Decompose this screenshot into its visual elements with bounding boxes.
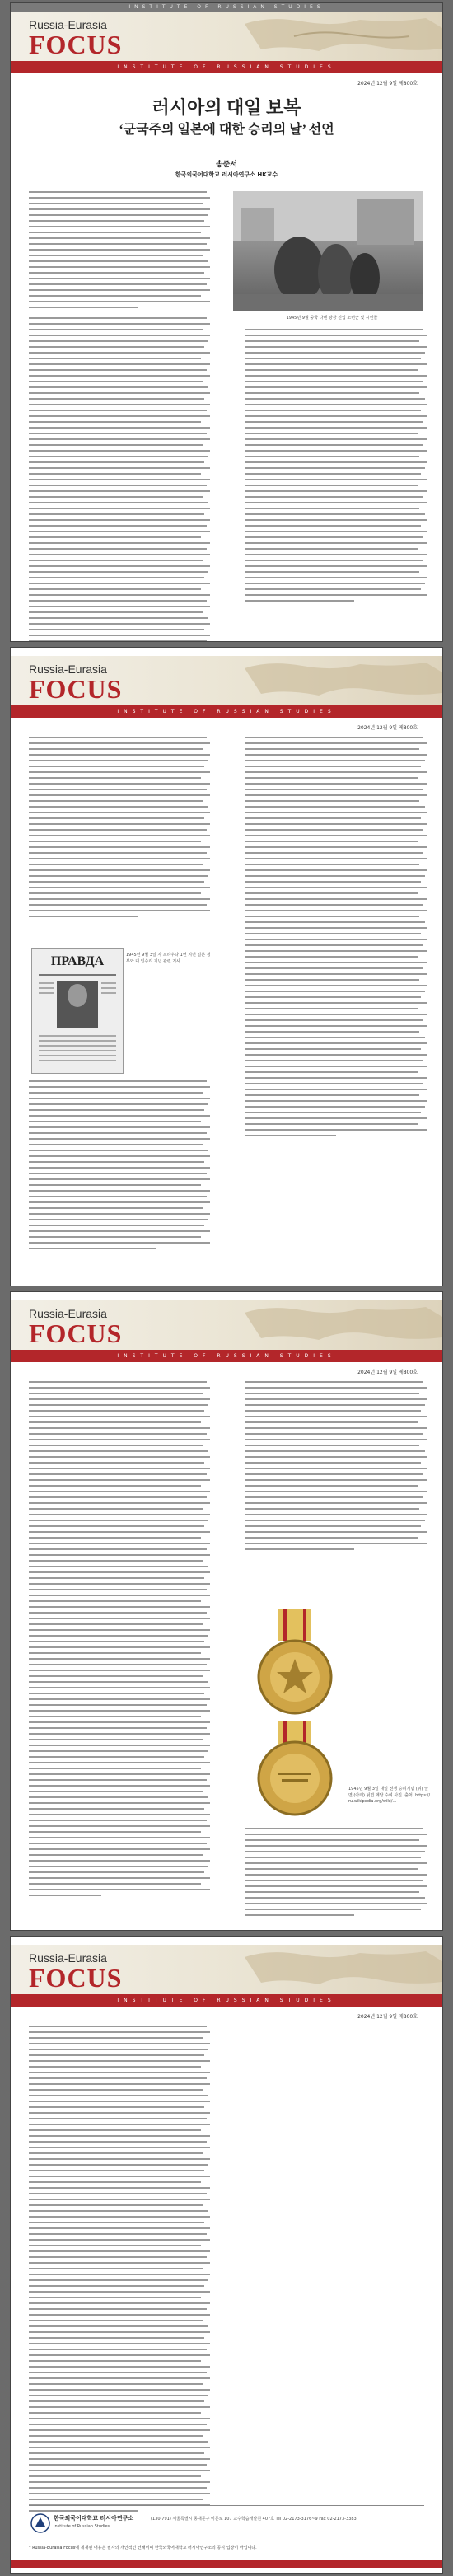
article-title: 러시아의 대일 보복 <box>152 97 301 118</box>
text-column-right <box>245 737 427 1140</box>
world-map-graphic <box>195 1300 442 1350</box>
article-subtitle: ‘군국주의 일본에 대한 승리의 날’ 선언 <box>119 123 334 137</box>
date-issue: 2024년 12월 9일 제800호 <box>357 1370 418 1375</box>
date-issue: 2024년 12월 9일 제800호 <box>357 725 418 731</box>
figure-3-medals <box>245 1609 344 1820</box>
masthead-banner <box>11 1300 442 1350</box>
masthead-banner <box>11 12 442 61</box>
masthead-title-focus: FOCUS <box>29 1963 123 1993</box>
world-map-graphic <box>195 656 442 705</box>
masthead-bottom-strip: INSTITUTE OF RUSSIAN STUDIES <box>11 705 442 718</box>
page-1 <box>11 3 442 641</box>
text-column-left-lower <box>29 1080 210 1253</box>
masthead-title-focus: FOCUS <box>29 1318 123 1348</box>
footer-divider <box>29 2505 424 2506</box>
masthead-bottom-strip: INSTITUTE OF RUSSIAN STUDIES <box>11 1994 442 2007</box>
masthead-title-focus: FOCUS <box>29 30 123 59</box>
page-4 <box>11 1937 442 2573</box>
masthead-title-focus: FOCUS <box>29 674 123 704</box>
footer-red-bar <box>11 2560 442 2568</box>
text-column-right-lower <box>245 1828 427 1920</box>
masthead-banner <box>11 656 442 705</box>
world-map-graphic <box>195 1945 442 1994</box>
masthead-banner <box>11 1945 442 1994</box>
institute-name: 한국외국어대학교 러시아연구소 <box>54 2515 134 2522</box>
page-3 <box>11 1292 442 1930</box>
page-2 <box>11 648 442 1286</box>
masthead-title-line1: Russia-Eurasia <box>29 663 107 676</box>
author-name: 송준서 <box>215 161 238 169</box>
masthead-bottom-strip: INSTITUTE OF RUSSIAN STUDIES <box>11 1350 442 1362</box>
date-issue: 2024년 12월 9일 제800호 <box>357 81 418 87</box>
footer-notice: * Russia-Eurasia Focus에 게재된 내용은 필자의 개인적인 견해이며 한국외국어대학교 러시아연구소의 공식 입장이 아닙니다. <box>29 2546 257 2550</box>
text-column-left <box>29 737 210 921</box>
figure-2-newspaper <box>31 948 124 1074</box>
masthead-top-strip: INSTITUTE OF RUSSIAN STUDIES <box>11 3 442 12</box>
figure-1-photo <box>233 191 423 311</box>
text-column-left <box>29 1381 210 1900</box>
institute-address: (130-791) 서울특별시 동대문구 이문로 107 교수학습개발원 407호 Tel 02-2173-3176~9 Fax 02-2173-3383 <box>151 2517 357 2522</box>
newspaper-masthead: ПРАВДА <box>50 954 105 968</box>
masthead-title-line1: Russia-Eurasia <box>29 1951 107 1965</box>
text-column-right <box>245 329 427 606</box>
author-affiliation: 한국외국어대학교 러시아연구소 HK교수 <box>175 171 278 178</box>
figure-3-caption: 1945년 9월 3일 대일 전쟁 승리기념 (위) 앞면 (아래) 뒷면 메달 수여 사진. 출처: https://ru.wikipedia.org/wiki/… <box>348 1787 431 1804</box>
institute-logo <box>30 2513 50 2533</box>
text-column-left <box>29 2026 210 2516</box>
world-map-graphic <box>195 12 442 61</box>
masthead-title-line1: Russia-Eurasia <box>29 18 107 31</box>
text-column-left <box>29 191 210 641</box>
figure-1-caption: 1945년 9월 중국 다롄 광장 진입 소련군 및 시민들 <box>286 316 378 321</box>
date-issue: 2024년 12월 9일 제800호 <box>357 2014 418 2020</box>
figure-2-caption: 1945년 9월 3일 자 프라우다 1면 지면 일본 정부와 대 일승리 기념 관련 기사 <box>126 953 211 964</box>
masthead-bottom-strip: INSTITUTE OF RUSSIAN STUDIES <box>11 61 442 73</box>
text-column-right <box>245 1381 427 1554</box>
masthead-title-line1: Russia-Eurasia <box>29 1307 107 1320</box>
institute-name-en: Institute of Russian Studies <box>54 2524 110 2529</box>
